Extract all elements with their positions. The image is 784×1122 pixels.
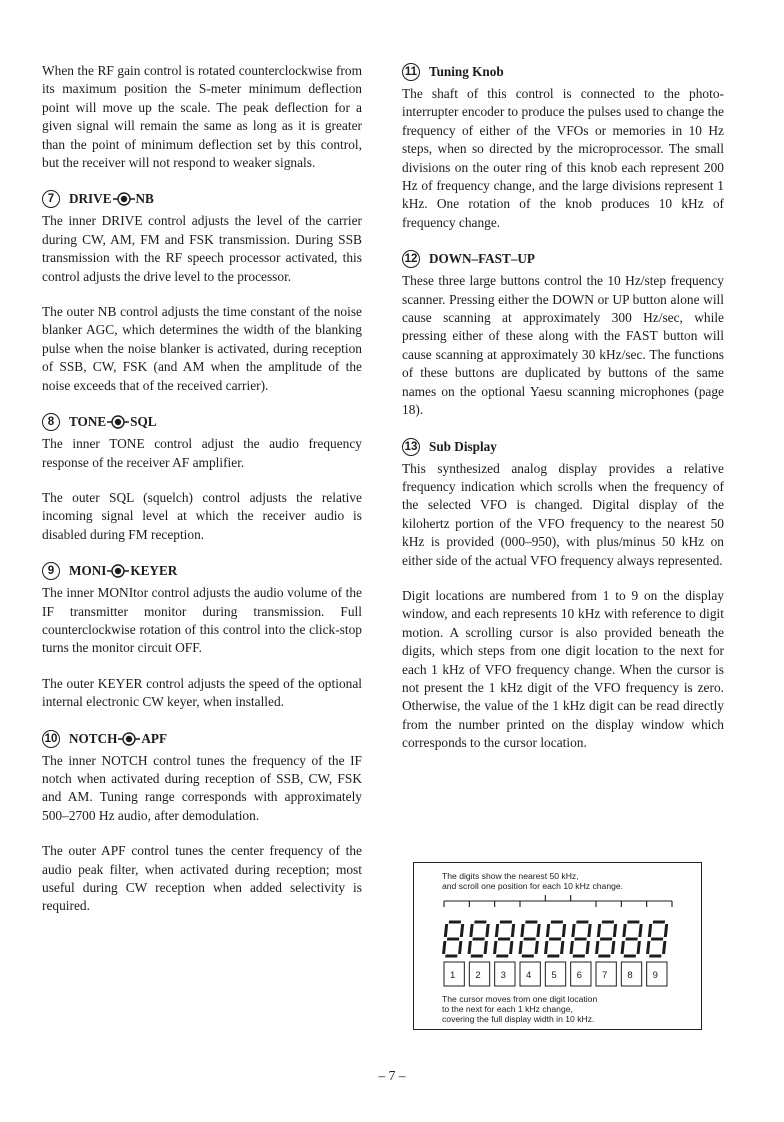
seven-segment-digit <box>443 922 463 956</box>
section-7-heading <box>42 189 362 209</box>
section-12-heading <box>402 249 724 269</box>
section-title-outer: KEYER <box>130 563 178 579</box>
section-title: Sub Display <box>429 438 497 454</box>
section-9-paragraph-1: The inner MONItor control adjusts the audio volume of the IF transmitter monitor during transmission. Full counterclockwise rotation of this control into the click-stop turns the monitor circuit OFF. <box>42 585 362 656</box>
section-title: DOWN–FAST–UP <box>429 251 535 267</box>
digit-location-number: 1 <box>450 970 456 981</box>
section-number-badge: 9 <box>42 562 60 580</box>
right-column <box>402 62 724 753</box>
section-10-paragraph-1: The inner NOTCH control tunes the frequency of the IF notch when activated during reception of SSB, CW, FSK and AM. Tuning range corresponds with approximately 500–2700 Hz audio, after demodulation. <box>42 752 362 823</box>
concentric-knob-icon <box>107 415 129 429</box>
digit-location-number: 4 <box>526 970 532 981</box>
seven-segment-digit <box>571 922 591 956</box>
seven-segment-digit <box>647 922 667 956</box>
section-8-paragraph-2: The outer SQL (squelch) control adjusts the relative incoming signal level at which the receiver audio is disabled during FM reception. <box>42 489 362 542</box>
left-column <box>42 62 362 916</box>
seven-segment-digits <box>440 919 680 959</box>
section-title-inner: MONI <box>69 563 107 579</box>
figure-caption-bottom: The cursor moves from one digit location to the next for each 1 kHz change, covering the full display width in 10 kHz. <box>442 994 598 1024</box>
digit-location-number: 8 <box>627 970 633 981</box>
section-9-heading <box>42 561 362 581</box>
section-11-heading <box>402 62 724 82</box>
section-number-badge: 8 <box>42 413 60 431</box>
section-10-heading <box>42 729 362 749</box>
section-7-paragraph-2: The outer NB control adjusts the time constant of the noise blanker AGC, which determines the width of the blanking pulse when the noise blanker is activated, during reception of SSB, CW, FSK (and AM when the amplitude of the noise exceeds that of the received carrier). <box>42 304 362 393</box>
section-title-outer: NB <box>135 191 154 207</box>
section-8-heading <box>42 412 362 432</box>
seven-segment-digit <box>545 922 565 956</box>
seven-segment-digit <box>520 922 540 956</box>
digit-location-number: 3 <box>500 970 506 981</box>
section-13-paragraph-2: Digit locations are numbered from 1 to 9 on the display window, and each represents 10 kHz with reference to digit motion. A scrolling cursor is also provided beneath the digits, which steps from one digit location to the next for each 1 kHz of VFO frequency change. When the cursor is not present the 1 kHz digit of the VFO frequency is zero. Otherwise, the value of the 1 kHz digit can be read directly from the number printed on the display window which corresponds to the cursor location. <box>402 587 724 751</box>
section-13-paragraph-1: This synthesized analog display provides a relative frequency indication which scrolls when the frequency of the selected VFO is changed. Digital display of the kilohertz portion of the VFO frequency to the nearest 50 kHz is provided (000–950), with plus/minus 50 kHz on either side of the actual VFO frequency always represented. <box>402 460 724 568</box>
section-title-outer: SQL <box>130 414 157 430</box>
intro-paragraph: When the RF gain control is rotated counterclockwise from its maximum position the S-meter minimum deflection point will move up the scale. The peak deflection for a given signal will remain the same as long as it is greater than the point of minimum deflection set by this control, but the receiver will not respond to weaker signals. <box>42 63 362 171</box>
section-number-badge: 7 <box>42 190 60 208</box>
digit-location-number: 7 <box>602 970 608 981</box>
section-10-paragraph-2: The outer APF control tunes the center frequency of the audio peak filter, when activated during reception; most useful during CW reception when added selectivity is required. <box>42 843 362 914</box>
section-8-paragraph-1: The inner TONE control adjust the audio frequency response of the receiver AF amplifier. <box>42 436 362 470</box>
digit-location-strip <box>442 960 674 990</box>
section-title-inner: NOTCH <box>69 730 118 746</box>
section-title: Tuning Knob <box>429 64 504 79</box>
concentric-knob-icon <box>118 732 140 746</box>
concentric-knob-icon <box>107 564 129 578</box>
seven-segment-digit <box>494 922 514 956</box>
section-title-outer: APF <box>141 730 167 746</box>
section-7-paragraph-1: The inner DRIVE control adjusts the level of the carrier during CW, AM, FM and FSK transmission. During SSB transmission with the RF speech processor activated, this control adjusts the drive level to the processor. <box>42 213 362 284</box>
section-13-heading <box>402 437 724 457</box>
section-number-badge: 11 <box>402 63 420 81</box>
section-title-inner: TONE <box>69 414 107 430</box>
section-title-inner: DRIVE <box>69 191 112 207</box>
section-number-badge: 13 <box>402 438 420 456</box>
seven-segment-digit <box>622 922 642 956</box>
section-number-badge: 10 <box>42 730 60 748</box>
section-11-paragraph-1: The shaft of this control is connected to the photo-interrupter encoder to produce the pulses used to change the frequency of either of the VFOs or memories in 10 Hz steps, when so directed by the microprocessor. The small divisions on the outer ring of this knob each represent 200 Hz of frequency change, and the large divisions represent 1 kHz. One rotation of the knob produces 10 kHz of frequency change. <box>402 86 724 230</box>
scroll-scale-bracket <box>440 893 680 919</box>
page-number: – 7 – <box>378 1068 406 1083</box>
section-9-paragraph-2: The outer KEYER control adjusts the speed of the optional internal electronic CW keyer, when installed. <box>42 675 362 710</box>
section-number-badge: 12 <box>402 250 420 268</box>
seven-segment-digit <box>469 922 489 956</box>
digit-location-number: 2 <box>475 970 481 981</box>
digit-location-number: 6 <box>576 970 582 981</box>
section-12-paragraph-1: These three large buttons control the 10 Hz/step frequency scanner. Pressing either the DOWN or UP button alone will cause scanning at approximately 300 Hz/sec, while pressing either of these along with the FAST button will cause scanning at approximately 30 kHz/sec. The functions of these buttons are duplicated by buttons of the same names on the optional Yaesu scanning microphones (page 18). <box>402 273 724 418</box>
concentric-knob-icon <box>113 192 135 206</box>
digit-location-number: 5 <box>551 970 557 981</box>
figure-caption-top: The digits show the nearest 50 kHz, and scroll one position for each 10 kHz change. <box>442 871 624 891</box>
seven-segment-digit <box>596 922 616 956</box>
digit-location-number: 9 <box>652 970 658 981</box>
sub-display-figure <box>413 862 702 1030</box>
